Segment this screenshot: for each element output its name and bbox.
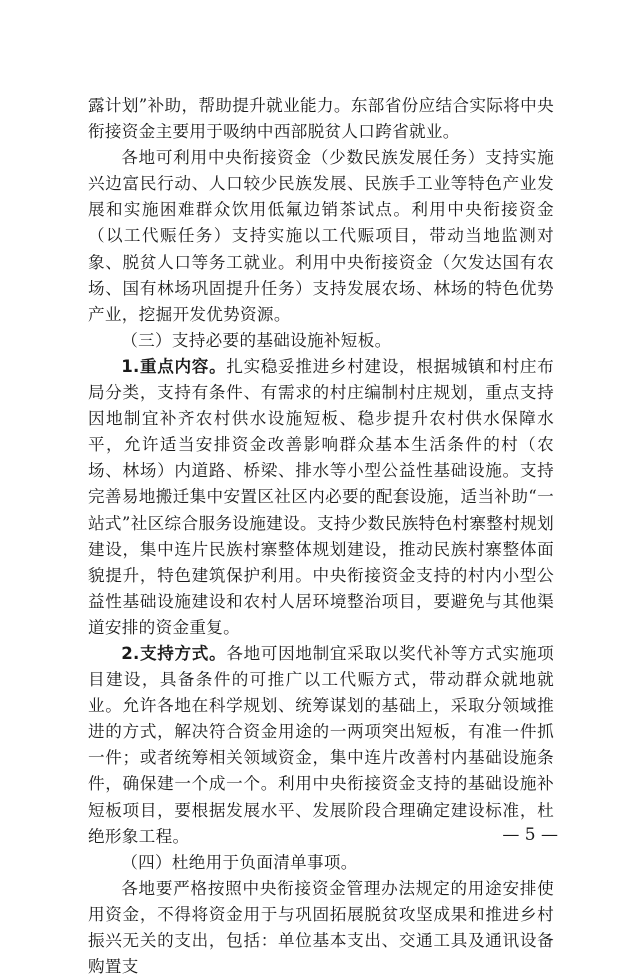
item-2-title: 2.支持方式。 xyxy=(121,643,227,663)
paragraph-negative-list: 各地要严格按照中央衔接资金管理办法规定的用途安排使用资金，不得将资金用于与巩固拓展脱贫攻坚成果和推进乡村振兴无关的支出，包括：单位基本支出、交通工具及通讯设备购置支 xyxy=(88,878,554,977)
item-2-text: 各地可因地制宜采取以奖代补等方式实施项目建设，具备条件的可推广以工代赈方式，带动群众就地就业。允许各地在科学规划、统筹谋划的基础上，采取分领域推进的方式，解决符合资金用途的一两项突出短板，有准一件抓一件；或者统筹相关领域资金，集中连片改善村内基础设施条件，确保建一个成一个。利用中央衔接资金支持的基础设施补短板项目，要根据发展水平、发展阶段合理确定建设标准，杜绝形象工程。 xyxy=(88,643,555,846)
item-1-text: 扎实稳妥推进乡村建设，根据城镇和村庄布局分类，支持有条件、有需求的村庄编制村庄规划，重点支持因地制宜补齐农村供水设施短板、稳步提升农村供水保障水平，允许适当安排资金改善影响群众基本生活条件的村（农场、林场）内道路、桥梁、排水等小型公益性基础设施。支持完善易地搬迁集中安置区社区内必要的配套设施，适当补助“一站式”社区综合服务设施建设。支持少数民族特色村寨整村规划建设，集中连片民族村寨整体规划建设，推动民族村寨整体面貌提升，特色建筑保护利用。中央衔接资金支持的村内小型公益性基础设施建设和农村人居环境整治项目，要避免与其他渠道安排的资金重复。 xyxy=(88,356,555,637)
section-heading-3: （三）支持必要的基础设施补短板。 xyxy=(121,330,392,350)
item-2-paragraph xyxy=(88,641,554,850)
page-number: — 5 — xyxy=(502,825,558,845)
paragraph-continuation: 露计划”补助，帮助提升就业能力。东部省份应结合实际将中央衔接资金主要用于吸纳中西部脱贫人口跨省就业。 xyxy=(88,96,554,142)
item-1-title: 1.重点内容。 xyxy=(121,356,227,376)
section-heading-4: （四）杜绝用于负面清单事项。 xyxy=(121,852,358,872)
paragraph-minority-tasks: 各地可利用中央衔接资金（少数民族发展任务）支持实施兴边富民行动、人口较少民族发展、民族手工业等特色产业发展和实施困难群众饮用低氟边销茶试点。利用中央衔接资金（以工代赈任务）支持实施以工代赈项目，带动当地监测对象、脱贫人口等务工就业。利用中央衔接资金（欠发达国有农场、国有林场巩固提升任务）支持发展农场、林场的特色优势产业，挖掘开发优势资源。 xyxy=(88,148,554,324)
item-1-paragraph xyxy=(88,354,554,641)
